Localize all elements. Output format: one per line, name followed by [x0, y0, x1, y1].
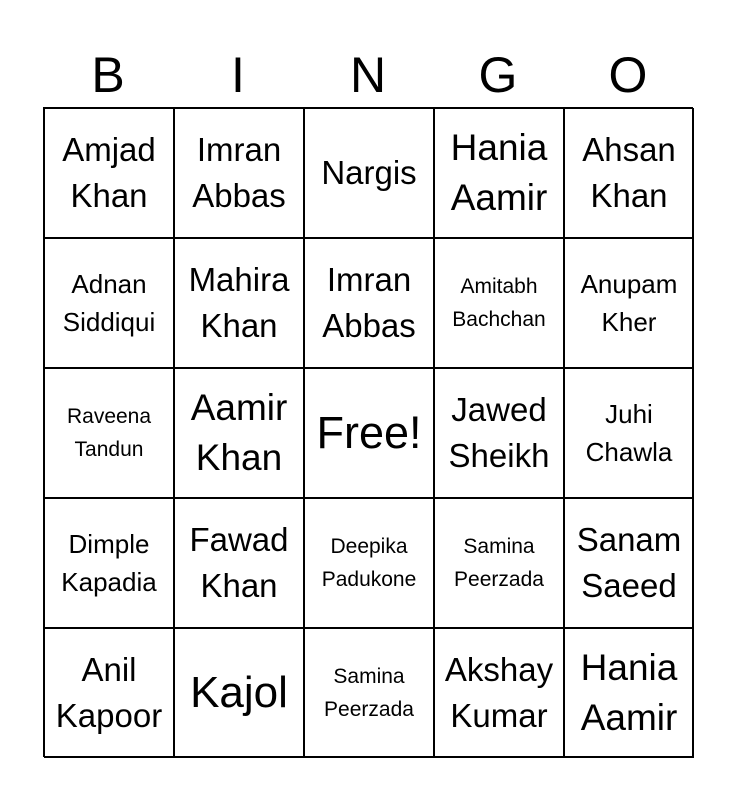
cell-label: Jawed Sheikh	[448, 391, 550, 474]
bingo-cell[interactable]	[434, 498, 564, 628]
bingo-cell[interactable]	[434, 368, 564, 498]
bingo-cell[interactable]	[304, 108, 434, 238]
cell-label: Ahsan Khan	[582, 131, 676, 214]
bingo-cell[interactable]	[304, 498, 434, 628]
bingo-cell[interactable]	[564, 238, 694, 368]
cell-label: Mahira Khan	[188, 261, 290, 344]
bingo-header	[43, 44, 693, 106]
bingo-cell[interactable]	[44, 368, 174, 498]
cell-label: Anil Kapoor	[55, 651, 163, 734]
cell-label: Deepika Padukone	[321, 535, 417, 591]
cell-label: Anupam Kher	[580, 269, 678, 337]
bingo-cell[interactable]	[174, 108, 304, 238]
cell-label: Imran Abbas	[322, 261, 416, 344]
cell-label: Samina Peerzada	[324, 665, 414, 721]
cell-label: Akshay Kumar	[444, 651, 554, 734]
bingo-cell[interactable]	[564, 368, 694, 498]
bingo-cell[interactable]	[304, 238, 434, 368]
header-letter-n: N	[349, 47, 387, 103]
bingo-cell-free[interactable]	[304, 368, 434, 498]
cell-label: Amjad Khan	[62, 131, 156, 214]
cell-label: Samina Peerzada	[454, 535, 544, 591]
cell-label: Nargis	[321, 154, 417, 191]
bingo-cell[interactable]	[44, 628, 174, 758]
bingo-grid	[43, 107, 693, 757]
cell-label: Dimple Kapadia	[61, 529, 157, 597]
bingo-cell[interactable]	[174, 498, 304, 628]
header-letter-b: B	[91, 47, 125, 103]
cell-label: Adnan Siddiqui	[62, 269, 156, 337]
cell-label: Juhi Chawla	[585, 399, 673, 467]
bingo-cell[interactable]	[44, 498, 174, 628]
cell-label: Fawad Khan	[189, 521, 289, 604]
header-letter-o: O	[608, 47, 648, 103]
bingo-cell[interactable]	[434, 628, 564, 758]
cell-label: Imran Abbas	[192, 131, 286, 214]
cell-label: Hania Aamir	[450, 127, 548, 218]
bingo-cell[interactable]	[174, 628, 304, 758]
cell-label: Sanam Saeed	[576, 521, 682, 604]
bingo-cell[interactable]	[434, 238, 564, 368]
bingo-cell[interactable]	[564, 498, 694, 628]
bingo-cell[interactable]	[174, 238, 304, 368]
header-letter-g: G	[478, 47, 518, 103]
cell-label: Free!	[316, 407, 422, 458]
cell-label: Aamir Khan	[190, 387, 288, 478]
bingo-cell[interactable]	[174, 368, 304, 498]
cell-label: Kajol	[190, 668, 288, 717]
header-letter-i: I	[231, 47, 245, 103]
bingo-cell[interactable]	[434, 108, 564, 238]
bingo-cell[interactable]	[44, 238, 174, 368]
cell-label: Amitabh Bachchan	[452, 275, 546, 331]
bingo-cell[interactable]	[304, 628, 434, 758]
bingo-cell[interactable]	[564, 628, 694, 758]
cell-label: Raveena Tandun	[66, 405, 152, 461]
bingo-cell[interactable]	[564, 108, 694, 238]
bingo-cell[interactable]	[44, 108, 174, 238]
cell-label: Hania Aamir	[580, 647, 678, 738]
